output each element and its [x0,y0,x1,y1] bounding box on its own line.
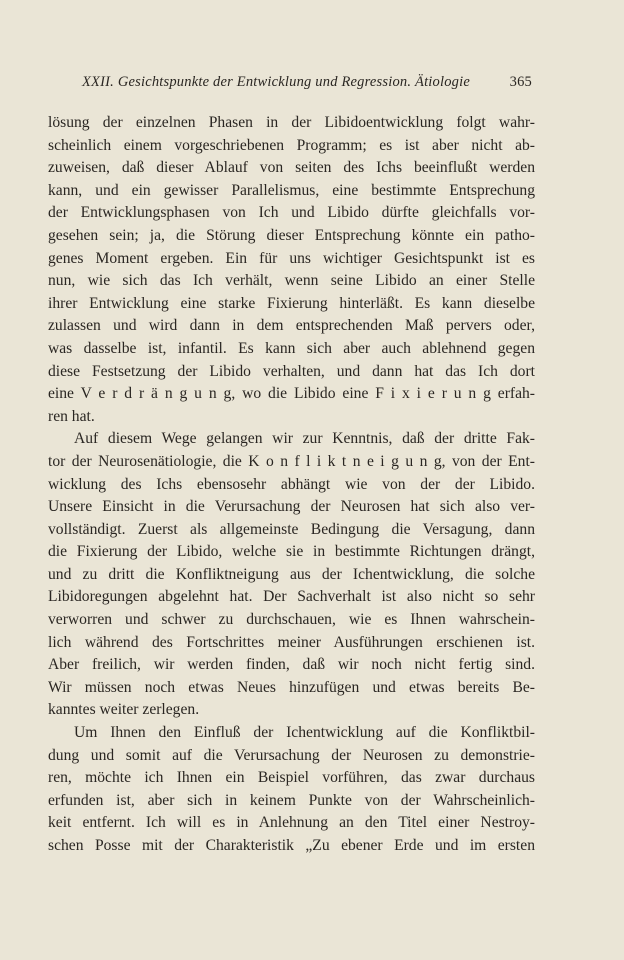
text-line: Aber freilich, wir werden finden, daß wir noch nicht fertig sind. [48,656,535,674]
text-line: kann, und ein gewisser Parallelismus, eine bestimmte Entsprechung [48,181,535,199]
text-line: eine V e r d r ä n g u n g, wo die Libido eine F i x i e r u n g erfah- [48,385,535,403]
text-line: Um Ihnen den Einfluß der Ichentwicklung auf die Konfliktbil- [74,724,535,742]
text-line: Unsere Einsicht in die Verursachung der Neurosen hat sich also ver- [48,498,535,516]
text-line: Libidoregungen abgelehnt hat. Der Sachverhalt ist also nicht so sehr [48,588,535,606]
text-line: kanntes weiter zerlegen. [48,701,200,719]
text-line: Auf diesem Wege gelangen wir zur Kenntnis, daß der dritte Fak- [74,430,535,448]
body-text [48,112,535,858]
text-line: nun, wie sich das Ich verhält, wenn seine Libido an einer Stelle [48,272,535,290]
text-line: zuweisen, daß dieser Ablauf von seiten des Ichs beeinflußt werden [48,159,535,177]
running-header [82,74,532,91]
text-line: zulassen und wird dann in dem entsprechenden Maß pervers oder, [48,317,535,335]
text-line: genes Moment ergeben. Ein für uns wichtiger Gesichtspunkt ist es [48,249,535,267]
text-line: schen Posse mit der Charakteristik „Zu ebener Erde und im ersten [48,837,535,854]
text-line: die Fixierung der Libido, welche sie in bestimmte Richtungen drängt, [48,543,535,561]
text-line: ren hat. [48,407,95,425]
text-line: ren, möchte ich Ihnen ein Beispiel vorführen, das zwar durchaus [48,769,535,787]
text-line: was dasselbe ist, infantil. Es kann sich aber auch ablehnend gegen [48,339,535,357]
text-line: ihrer Entwicklung eine starke Fixierung hinterläßt. Es kann dieselbe [48,294,535,312]
text-line: vollständigt. Zuerst als allgemeinste Bedingung die Versagung, dann [48,520,535,538]
text-line: Wir müssen noch etwas Neues hinzufügen und etwas bereits Be- [48,678,535,696]
text-line: lich während des Fortschrittes meiner Ausführungen erschienen ist. [48,633,535,651]
running-title: XXII. Gesichtspunkte der Entwicklung und Regression. Ätiologie [82,74,470,90]
page-number: 365 [509,74,532,90]
text-line: verworren und schwer zu durchschauen, wie es Ihnen wahrschein- [48,611,535,629]
text-line: erfunden ist, aber sich in keinem Punkte von der Wahrscheinlich- [48,791,535,809]
text-line: gesehen sein; ja, die Störung dieser Entsprechung könnte ein patho- [48,226,535,244]
text-line: keit entfernt. Ich will es in Anlehnung an den Titel einer Nestroy- [48,814,535,832]
text-line: der Entwicklungsphasen von Ich und Libido dürfte gleichfalls vor- [48,204,535,222]
text-line: tor der Neurosenätiologie, die K o n f l i k t n e i g u n g, von der Ent- [48,452,535,470]
text-line: dung und somit auf die Verursachung der Neurosen zu demonstrie- [48,746,535,764]
text-line: lösung der einzelnen Phasen in der Libidoentwicklung folgt wahr- [48,114,535,131]
text-line: scheinlich einem vorgeschriebenen Programm; es ist aber nicht ab- [48,136,535,154]
text-line: wicklung des Ichs ebensosehr abhängt wie von der der Libido. [48,475,535,493]
text-line: diese Festsetzung der Libido verhalten, und dann hat das Ich dort [48,362,535,380]
text-line: und zu dritt die Konfliktneigung aus der Ichentwicklung, die solche [48,565,535,583]
